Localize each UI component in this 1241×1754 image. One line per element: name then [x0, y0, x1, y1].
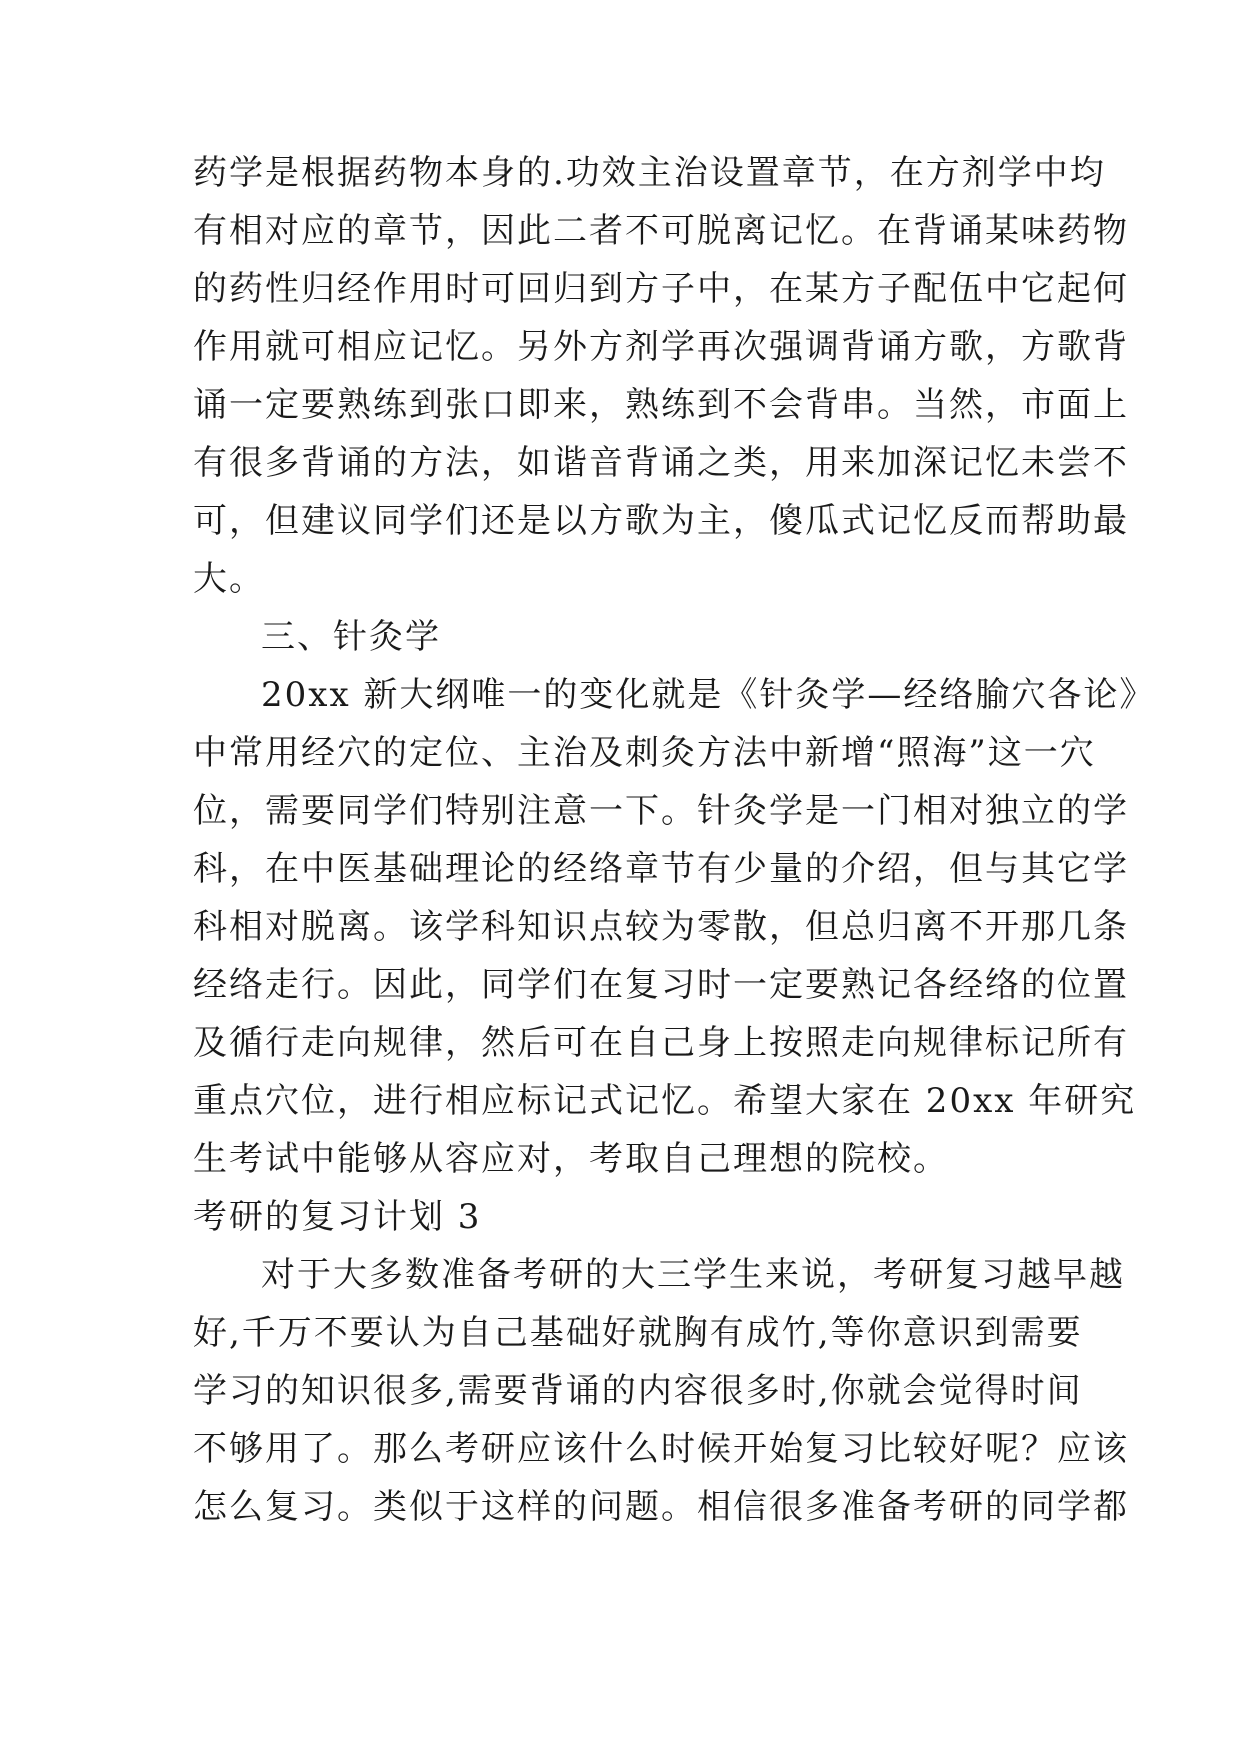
paragraph-line: 中常用经穴的定位、主治及刺灸方法中新增“照海”这一穴: [193, 733, 1096, 773]
paragraph-line: 学习的知识很多,需要背诵的内容很多时,你就会觉得时间: [193, 1371, 1083, 1411]
paragraph-line: 可，但建议同学们还是以方歌为主，傻瓜式记忆反而帮助最: [193, 501, 1129, 541]
paragraph-line: 经络走行。因此，同学们在复习时一定要熟记各经络的位置: [193, 965, 1129, 1005]
paragraph-line: 生考试中能够从容应对，考取自己理想的院校。: [193, 1139, 949, 1179]
paragraph-line: 20xx 新大纲唯一的变化就是《针灸学—经络腧穴各论》: [261, 675, 1156, 715]
document-heading: 考研的复习计划 3: [193, 1197, 482, 1237]
paragraph-line: 重点穴位，进行相应标记式记忆。希望大家在 20xx 年研究: [193, 1081, 1137, 1121]
paragraph-line: 不够用了。那么考研应该什么时候开始复习比较好呢？应该: [193, 1429, 1129, 1469]
paragraph-line: 及循行走向规律，然后可在自己身上按照走向规律标记所有: [193, 1023, 1129, 1063]
paragraph-line: 药学是根据药物本身的.功效主治设置章节，在方剂学中均: [193, 153, 1106, 193]
paragraph-line: 科，在中医基础理论的经络章节有少量的介绍，但与其它学: [193, 849, 1129, 889]
paragraph-line: 有相对应的章节，因此二者不可脱离记忆。在背诵某味药物: [193, 211, 1129, 251]
paragraph-line: 的药性归经作用时可回归到方子中，在某方子配伍中它起何: [193, 269, 1129, 309]
paragraph-line: 大。: [193, 559, 265, 599]
paragraph-line: 诵一定要熟练到张口即来，熟练到不会背串。当然，市面上: [193, 385, 1129, 425]
paragraph-line: 科相对脱离。该学科知识点较为零散，但总归离不开那几条: [193, 907, 1129, 947]
paragraph-line: 有很多背诵的方法，如谐音背诵之类，用来加深记忆未尝不: [193, 443, 1129, 483]
paragraph-line: 位，需要同学们特别注意一下。针灸学是一门相对独立的学: [193, 791, 1129, 831]
paragraph-line: 作用就可相应记忆。另外方剂学再次强调背诵方歌，方歌背: [193, 327, 1129, 367]
paragraph-line: 好,千万不要认为自己基础好就胸有成竹,等你意识到需要: [193, 1313, 1083, 1353]
section-heading: 三、针灸学: [261, 617, 441, 657]
paragraph-line: 怎么复习。类似于这样的问题。相信很多准备考研的同学都: [193, 1487, 1129, 1527]
paragraph-line: 对于大多数准备考研的大三学生来说，考研复习越早越: [261, 1255, 1125, 1295]
